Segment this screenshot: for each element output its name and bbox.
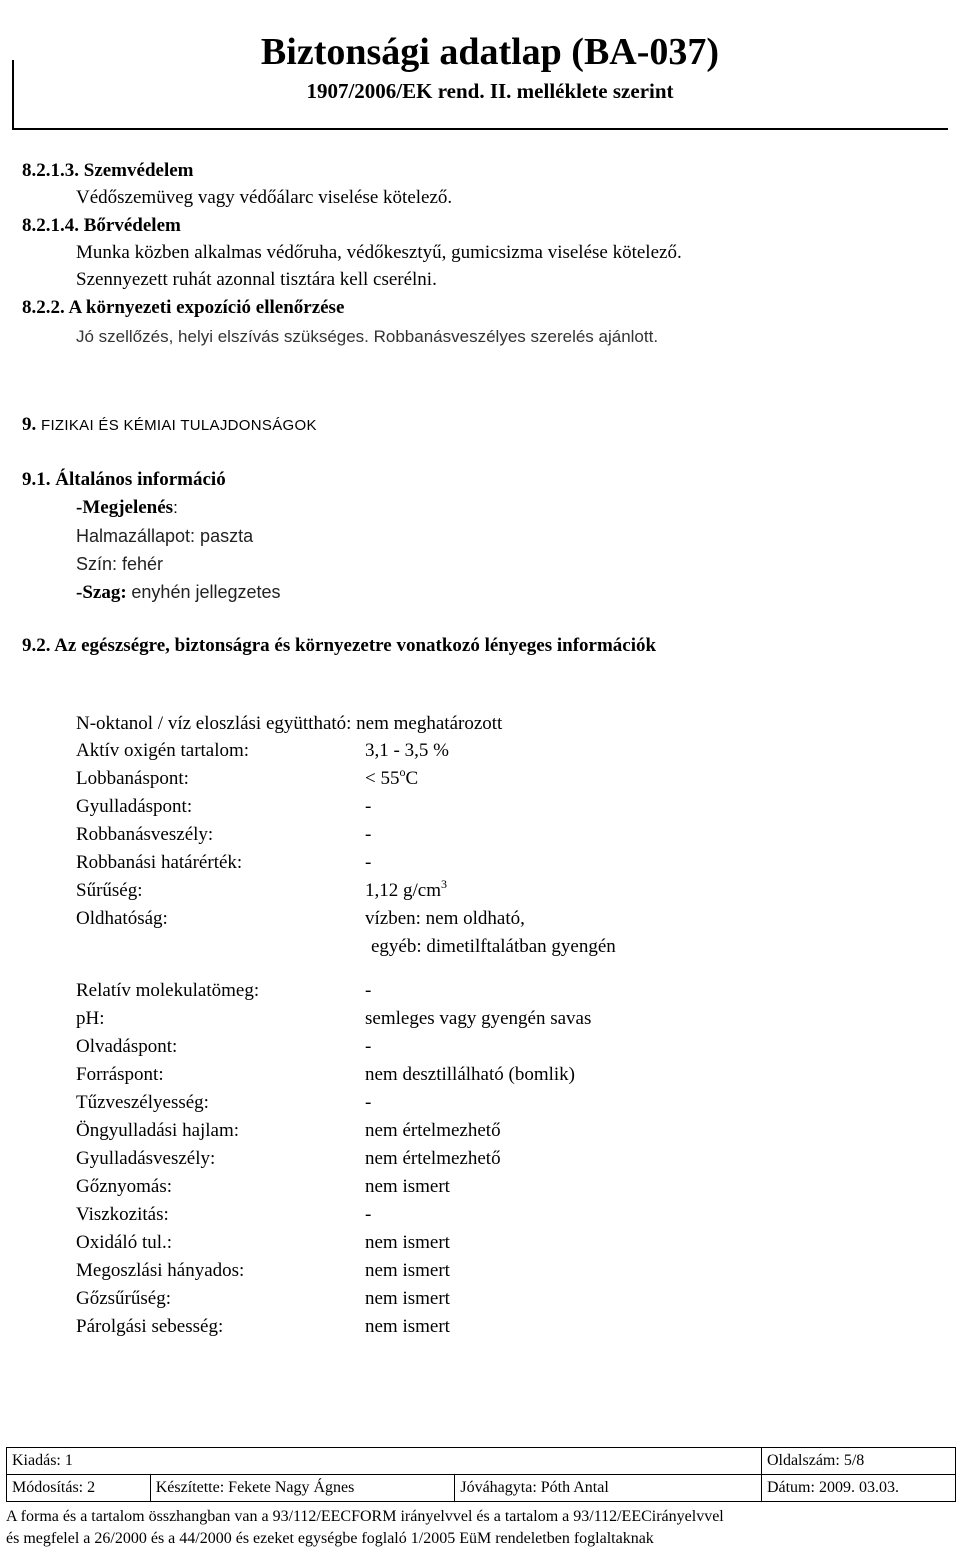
date-cell: Dátum: 2009. 03.03. <box>761 1475 955 1502</box>
property-label: Gyulladáspont: <box>76 796 193 817</box>
property-label: Oxidáló tul.: <box>76 1232 173 1253</box>
property-value <box>365 1176 450 1198</box>
header-bottom-rule <box>12 128 948 130</box>
footer-row-2 <box>7 1475 956 1502</box>
property-value <box>365 1288 450 1310</box>
skin-protection-heading: 8.2.1.4. Bőrvédelem <box>22 215 181 236</box>
property-value <box>365 852 371 874</box>
property-label: Gyulladásveszély: <box>76 1148 216 1169</box>
document-subtitle: 1907/2006/EK rend. II. melléklete szerint <box>306 79 674 103</box>
property-value-text: nem ismert <box>365 1260 450 1281</box>
property-value-text: semleges vagy gyengén savas <box>365 1008 592 1029</box>
revision-cell: Módosítás: 2 <box>7 1475 151 1502</box>
property-value <box>365 1204 371 1226</box>
property-label: Oldhatóság: <box>76 908 168 929</box>
property-label: pH: <box>76 1008 105 1029</box>
noctanol-water-coefficient: N-oktanol / víz eloszlási együttható: nem meghatározott <box>76 713 503 734</box>
property-value-text: - <box>365 852 372 873</box>
section-9-title: FIZIKAI ÉS KÉMIAI TULAJDONSÁGOK <box>41 417 317 434</box>
health-safety-heading: 9.2. Az egészségre, biztonságra és környezetre vonatkozó lényeges információk <box>22 635 657 656</box>
property-value <box>365 765 419 790</box>
property-value <box>365 1260 450 1282</box>
property-value-text: - <box>365 980 372 1001</box>
appearance-line <box>76 497 178 519</box>
property-value-text: - <box>365 1092 372 1113</box>
environmental-exposure-heading: 8.2.2. A környezeti expozíció ellenőrzése <box>22 297 345 318</box>
property-label: Lobbanáspont: <box>76 768 189 789</box>
property-value-text: - <box>365 1036 372 1057</box>
odor-value: enyhén jellegzetes <box>131 582 281 602</box>
property-value-text: - <box>365 796 372 817</box>
property-value <box>365 908 525 930</box>
property-value <box>365 1316 450 1338</box>
property-label: Gőzsűrűség: <box>76 1288 171 1309</box>
property-value-superscript: 3 <box>441 877 447 891</box>
property-label: Tűzveszélyesség: <box>76 1092 209 1113</box>
footer-row-1 <box>7 1448 956 1475</box>
header-left-rule <box>12 60 14 130</box>
physical-state: Halmazállapot: paszta <box>76 526 254 546</box>
property-value-text: nem ismert <box>365 1232 450 1253</box>
property-value-text: nem értelmezhető <box>365 1148 501 1169</box>
property-value <box>365 1092 371 1114</box>
property-value <box>365 1148 501 1170</box>
footer-table <box>6 1447 956 1502</box>
odor-line <box>76 581 281 604</box>
property-value <box>365 877 447 902</box>
color-info: Szín: fehér <box>76 554 164 574</box>
footer-note-1: A forma és a tartalom összhangban van a 93/112/EECFORM irányelvvel és a tartalom a 93/112/EECirányelvvel <box>6 1508 724 1525</box>
property-value-text: nem ismert <box>365 1288 450 1309</box>
property-value <box>365 824 371 846</box>
property-label: Párolgási sebesség: <box>76 1316 224 1337</box>
general-info-heading: 9.1. Általános információ <box>22 469 226 490</box>
property-value <box>365 1120 501 1142</box>
property-label: Megoszlási hányados: <box>76 1260 245 1281</box>
skin-protection-text-1: Munka közben alkalmas védőruha, védőkesztyű, gumicsizma viselése kötelező. <box>76 242 682 263</box>
property-value-text: nem desztillálható (bomlik) <box>365 1064 576 1085</box>
property-label: Sűrűség: <box>76 880 143 901</box>
issue-cell: Kiadás: 1 <box>7 1448 762 1475</box>
property-value-text: - <box>365 824 372 845</box>
property-value-text: nem ismert <box>365 1316 450 1337</box>
property-value-text: nem ismert <box>365 1176 450 1197</box>
property-value <box>365 1036 371 1058</box>
environmental-exposure-text: Jó szellőzés, helyi elszívás szükséges. Robbanásveszélyes szerelés ajánlott. <box>76 327 659 346</box>
footer-note-2: és megfelel a 26/2000 és a 44/2000 és ezeket egységbe foglaló 1/2005 EüM rendeletben foglaltaknak <box>6 1530 654 1547</box>
property-label: Aktív oxigén tartalom: <box>76 740 250 761</box>
property-value-secondary: egyéb: dimetilftalátban gyengén <box>371 936 616 957</box>
appearance-label: -Megjelenés <box>76 497 174 518</box>
property-value <box>365 1064 575 1086</box>
footer <box>6 1447 956 1502</box>
property-value <box>365 796 371 818</box>
property-value-text: nem értelmezhető <box>365 1120 501 1141</box>
document-title: Biztonsági adatlap (BA-037) <box>260 31 720 73</box>
property-label: Gőznyomás: <box>76 1176 173 1197</box>
property-value-suffix: C <box>405 768 419 789</box>
eye-protection-heading: 8.2.1.3. Szemvédelem <box>22 160 194 181</box>
property-value <box>365 1008 591 1030</box>
property-value <box>365 740 449 762</box>
property-value <box>365 980 371 1002</box>
property-label: Öngyulladási hajlam: <box>76 1120 240 1141</box>
section-9-heading <box>22 414 317 437</box>
property-label: Robbanásveszély: <box>76 824 214 845</box>
property-value-superscript: o <box>399 765 406 779</box>
property-value <box>365 1232 450 1254</box>
property-label: Viszkozitás: <box>76 1204 169 1225</box>
property-value-text: 1,12 g/cm <box>365 880 441 901</box>
section-9-number: 9. <box>22 414 37 435</box>
property-label: Relatív molekulatömeg: <box>76 980 260 1001</box>
property-value-text: vízben: nem oldható, <box>365 908 525 929</box>
eye-protection-text: Védőszemüveg vagy védőálarc viselése kötelező. <box>76 187 453 208</box>
property-label: Olvadáspont: <box>76 1036 178 1057</box>
approved-by-cell: Jóváhagyta: Póth Antal <box>455 1475 762 1502</box>
odor-label: -Szag: <box>76 582 127 603</box>
property-value-text: 3,1 - 3,5 % <box>365 740 449 761</box>
prepared-by-cell: Készítette: Fekete Nagy Ágnes <box>150 1475 455 1502</box>
page-number-cell: Oldalszám: 5/8 <box>761 1448 955 1475</box>
property-label: Forráspont: <box>76 1064 164 1085</box>
skin-protection-text-2: Szennyezett ruhát azonnal tisztára kell cserélni. <box>76 269 437 290</box>
property-value-text: - <box>365 1204 372 1225</box>
appearance-colon: : <box>173 498 178 517</box>
property-label: Robbanási határérték: <box>76 852 243 873</box>
property-value-text: < 55 <box>365 768 400 789</box>
